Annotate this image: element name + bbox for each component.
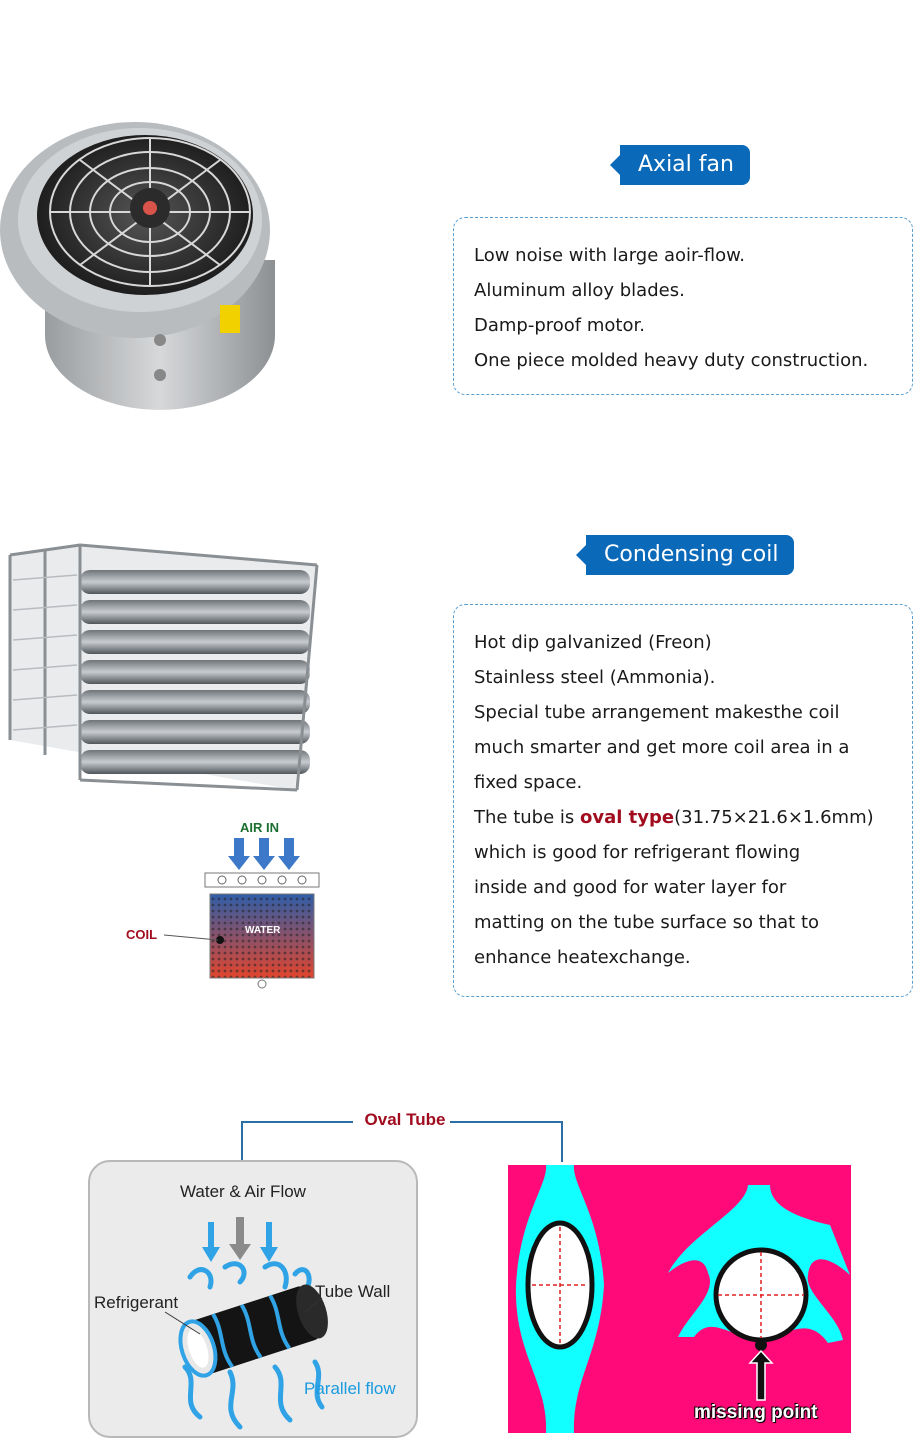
water-label: WATER bbox=[245, 925, 281, 936]
coil-line: inside and good for water layer for bbox=[474, 877, 787, 898]
refrigerant-label: Refrigerant bbox=[94, 1293, 179, 1312]
tube-comparison-panel bbox=[508, 1165, 851, 1433]
coil-line: which is good for refrigerant flowing bbox=[474, 842, 801, 863]
flow-diagram-panel bbox=[88, 1160, 418, 1438]
coil-diagram bbox=[120, 820, 320, 990]
fan-line: Low noise with large aoir-flow. bbox=[474, 245, 745, 266]
coil-pointer-line bbox=[164, 932, 220, 944]
fan-line: One piece molded heavy duty construction. bbox=[474, 350, 869, 371]
coil-oval-line bbox=[474, 800, 902, 835]
axial-fan-description bbox=[453, 217, 913, 395]
coil-line: Special tube arrangement makesthe coil bbox=[474, 702, 840, 723]
coil-line: much smarter and get more coil area in a bbox=[474, 737, 850, 758]
axial-fan-image bbox=[0, 120, 300, 420]
coil-line: matting on the tube surface so that to bbox=[474, 912, 820, 933]
condensing-coil-description bbox=[453, 604, 913, 997]
air-in-label: AIR IN bbox=[240, 820, 279, 835]
coil-line: Stainless steel (Ammonia). bbox=[474, 667, 716, 688]
coil-line: enhance heatexchange. bbox=[474, 947, 691, 968]
parallel-flow-label: Parallel flow bbox=[304, 1379, 396, 1398]
water-air-flow-label: Water & Air Flow bbox=[180, 1182, 306, 1201]
oval-tube-title: Oval Tube bbox=[364, 1110, 446, 1129]
missing-point-label: missing point bbox=[694, 1402, 818, 1423]
coil-line: Hot dip galvanized (Freon) bbox=[474, 632, 712, 653]
axial-fan-tag: Axial fan bbox=[620, 145, 750, 185]
fan-line: Aluminum alloy blades. bbox=[474, 280, 685, 301]
oval-prefix: The tube is bbox=[474, 807, 580, 828]
tube-comparison-illustration bbox=[508, 1165, 851, 1433]
coil-line: fixed space. bbox=[474, 772, 583, 793]
fan-line: Damp-proof motor. bbox=[474, 315, 645, 336]
condensing-coil-tag: Condensing coil bbox=[586, 535, 794, 575]
oval-size: (31.75×21.6×1.6mm) bbox=[674, 807, 874, 828]
tube-wall-label: Tube Wall bbox=[315, 1282, 391, 1301]
coil-label: COIL bbox=[126, 927, 158, 942]
condensing-coil-image bbox=[5, 540, 320, 800]
air-arrows-icon bbox=[228, 838, 308, 872]
oval-type-highlight: oval type bbox=[580, 807, 675, 828]
